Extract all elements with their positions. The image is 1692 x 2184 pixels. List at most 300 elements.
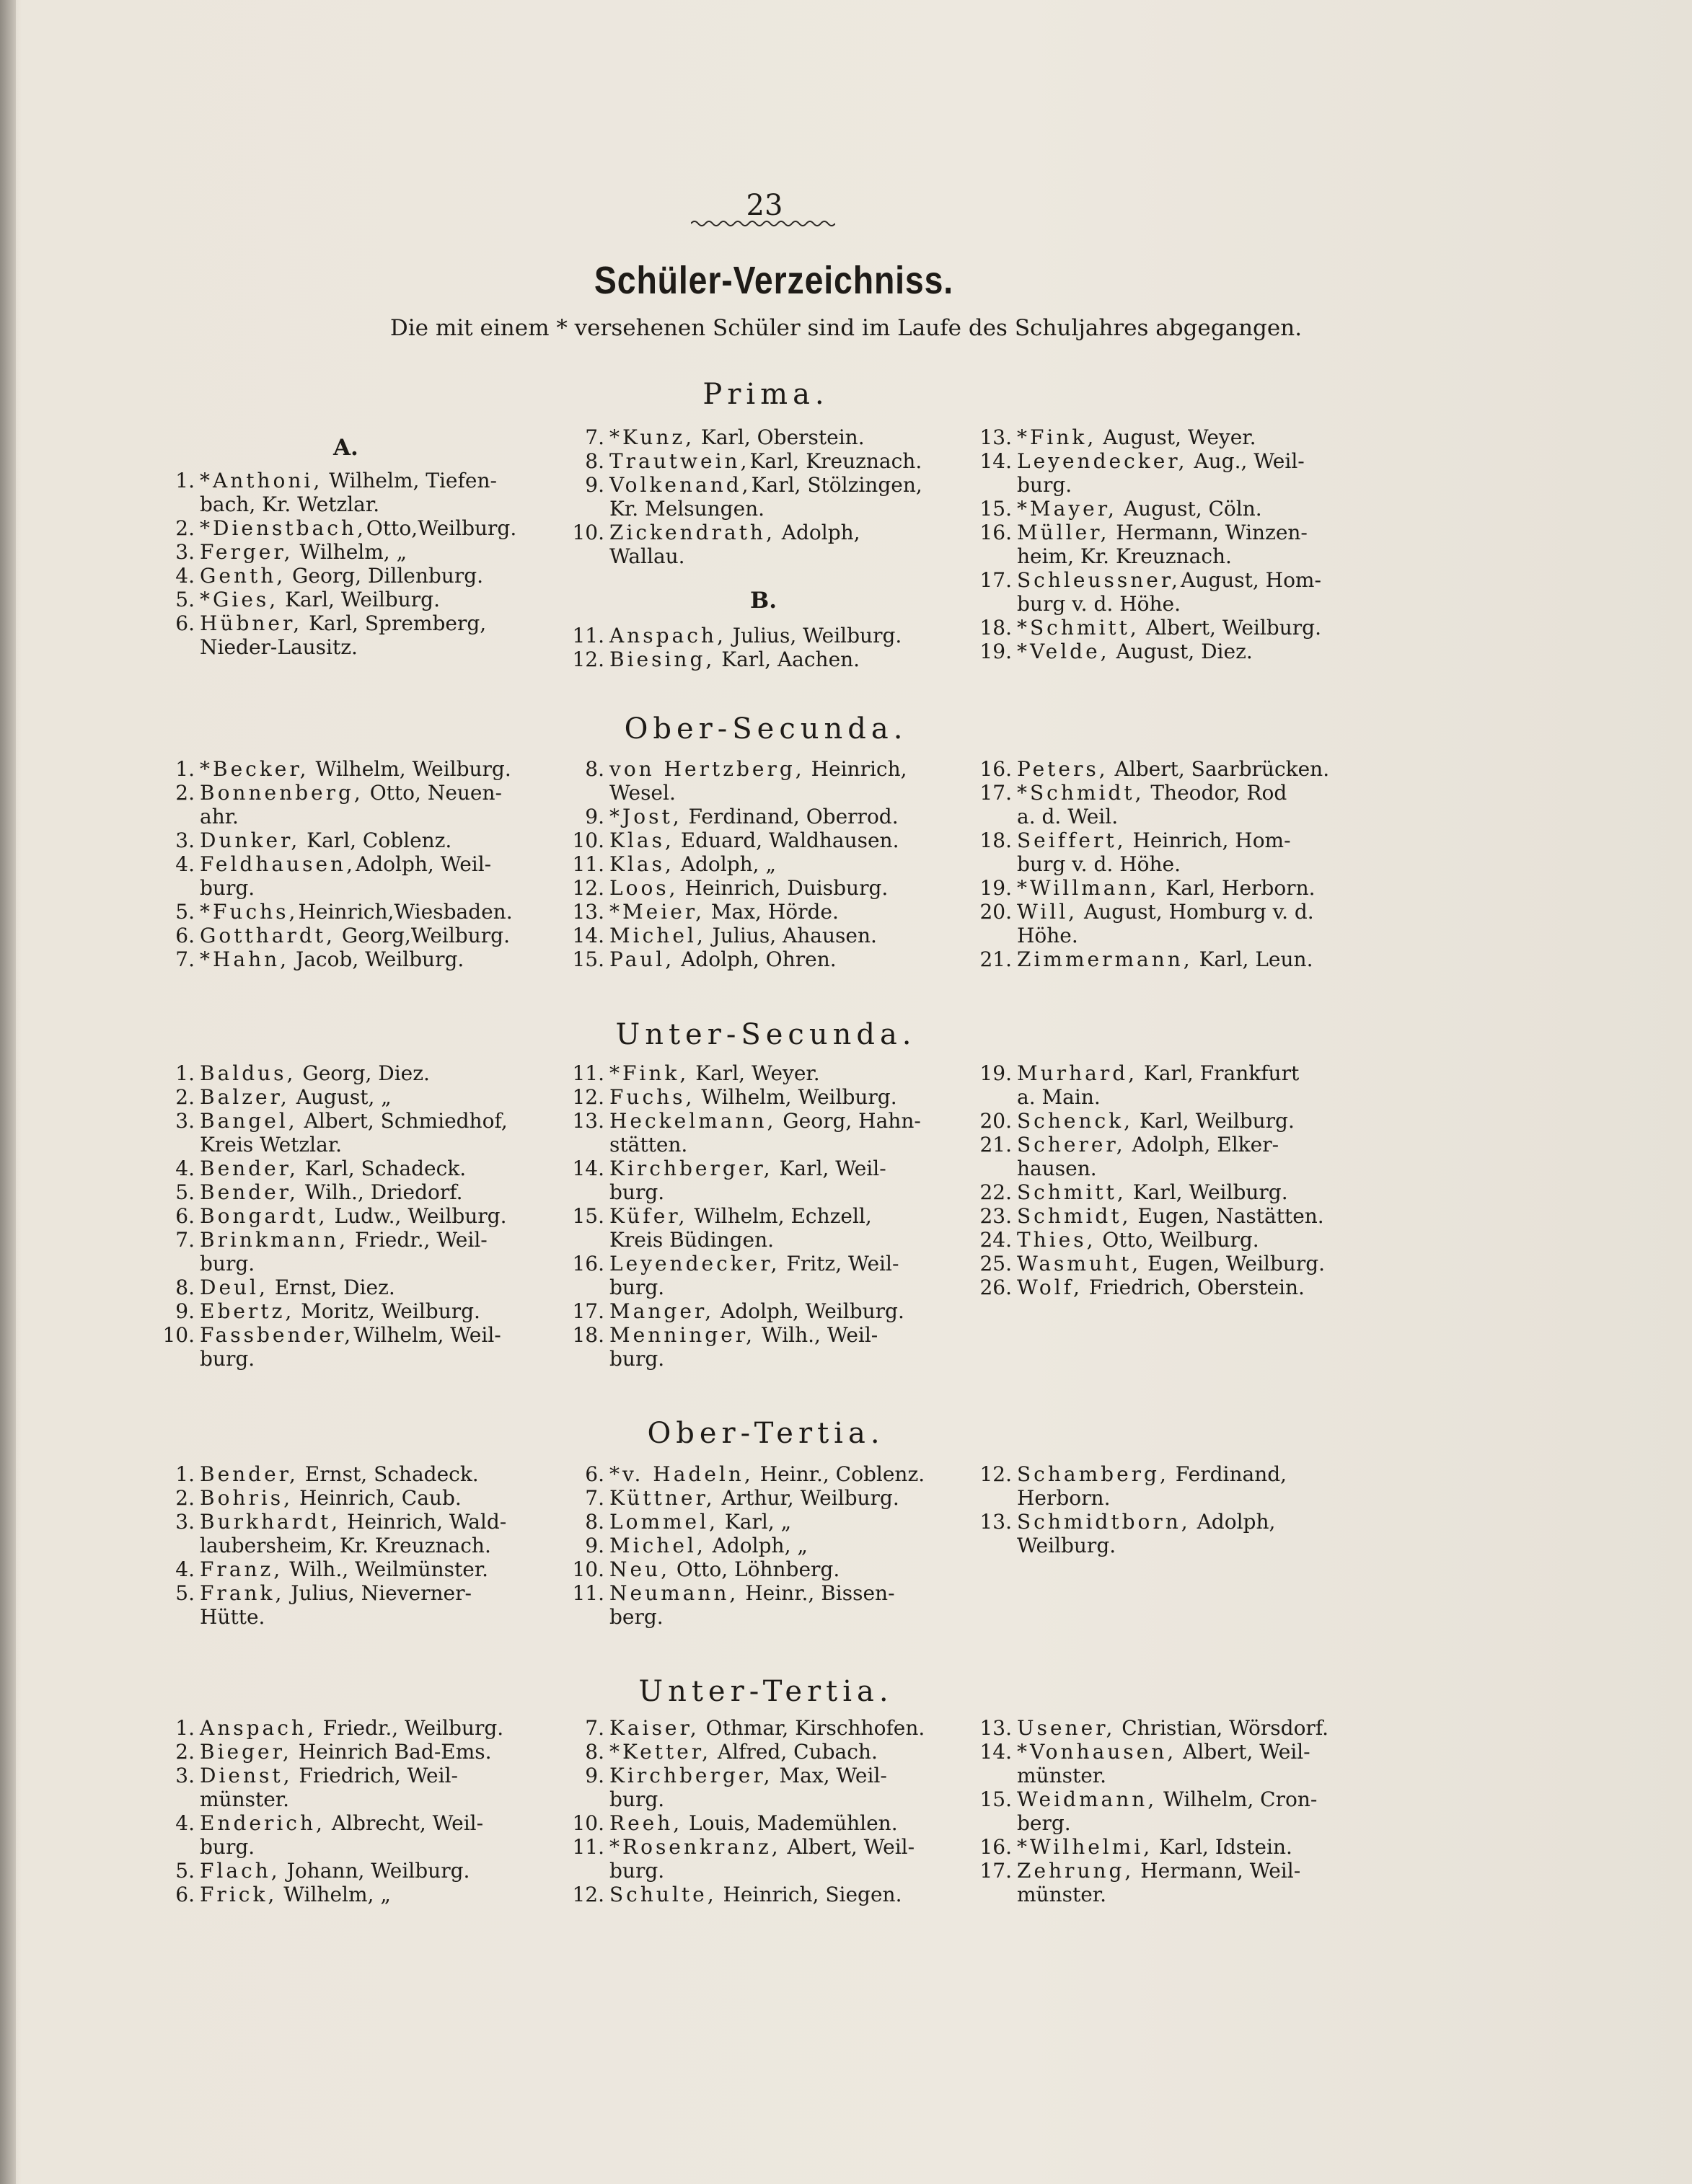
student-details: Heinrich, Siegen. <box>716 1883 902 1906</box>
student-entry <box>563 521 966 568</box>
student-entry <box>970 1462 1374 1510</box>
student-details: Hermann, Weil- <box>1134 1859 1301 1883</box>
ober-tertia-col-2 <box>563 1462 966 1629</box>
student-details: Adolph, „ <box>705 1534 808 1557</box>
student-details-continued: burg. <box>200 1347 255 1371</box>
student-details-continued: münster. <box>1017 1764 1107 1787</box>
student-surname: Kirchberger, <box>609 1764 773 1787</box>
student-number: 13. <box>979 1510 1012 1534</box>
student-surname: von Hertzberg, <box>609 757 805 781</box>
student-surname: *Gies, <box>200 588 279 611</box>
student-number: 19. <box>979 1061 1012 1085</box>
student-details-continued: hausen. <box>1017 1157 1097 1180</box>
student-details: Karl, Stölzingen, <box>751 473 922 497</box>
student-details-continued: burg. <box>200 1835 255 1859</box>
student-entry <box>153 1204 557 1228</box>
student-details: Karl, Frankfurt <box>1137 1061 1300 1085</box>
student-surname: Murhard, <box>1017 1061 1138 1085</box>
student-details: Karl, Coblenz. <box>300 828 452 852</box>
student-entry <box>970 1252 1374 1276</box>
student-entry <box>970 1716 1374 1740</box>
student-surname: Loos, <box>609 876 679 900</box>
student-details: Adolph, Elker- <box>1125 1133 1279 1157</box>
student-surname: Bieger, <box>200 1740 292 1764</box>
student-number: 7. <box>175 1228 195 1252</box>
student-details: Max, Weil- <box>772 1764 887 1787</box>
student-surname: Schmidtborn, <box>1017 1510 1191 1534</box>
student-entry <box>153 1061 557 1085</box>
student-entry <box>970 1787 1374 1835</box>
page-title: Schüler-Verzeichniss. <box>594 259 954 302</box>
student-entry <box>563 449 966 473</box>
student-number: 18. <box>979 828 1012 852</box>
student-entry <box>153 1276 557 1299</box>
student-entry <box>563 1764 966 1811</box>
student-details-continued: burg. <box>200 876 255 900</box>
student-details-continued: burg. <box>609 1276 665 1299</box>
student-number: 16. <box>572 1252 604 1276</box>
student-number: 14. <box>572 924 604 947</box>
student-number: 2. <box>175 781 195 805</box>
student-number: 1. <box>175 1716 195 1740</box>
student-details: Georg, Diez. <box>296 1061 430 1085</box>
student-details: Karl, Weyer. <box>689 1061 820 1085</box>
student-details-continued: Herborn. <box>1017 1486 1111 1510</box>
student-details: Karl, Aachen. <box>715 647 860 671</box>
student-details: Fritz, Weil- <box>780 1252 899 1276</box>
student-number: 16. <box>979 521 1012 544</box>
student-number: 7. <box>585 1486 604 1510</box>
student-details: Wilhelm, Weilburg. <box>309 757 511 781</box>
student-number: 1. <box>175 1061 195 1085</box>
student-surname: Fassbender, <box>200 1323 354 1347</box>
student-details: Ludw., Weilburg. <box>327 1204 507 1228</box>
student-details-continued: burg. <box>200 1252 255 1276</box>
student-number: 6. <box>175 1883 195 1906</box>
student-details-continued: a. d. Weil. <box>1017 805 1119 828</box>
student-number: 16. <box>979 1835 1012 1859</box>
student-number: 7. <box>175 947 195 971</box>
student-details: Wilh., Weilmünster. <box>283 1557 489 1581</box>
student-number: 21. <box>979 947 1012 971</box>
student-entry <box>563 1510 966 1534</box>
student-surname: Scherer, <box>1017 1133 1126 1157</box>
student-surname: Seiffert, <box>1017 828 1127 852</box>
student-details: Karl, Weilburg. <box>1133 1109 1295 1133</box>
student-surname: Schleussner, <box>1017 568 1181 592</box>
student-number: 12. <box>572 1883 604 1906</box>
student-details: Eugen, Nastätten. <box>1131 1204 1324 1228</box>
student-details: Friedrich, Weil- <box>292 1764 458 1787</box>
student-details: Karl, „ <box>718 1510 792 1534</box>
student-surname: Flach, <box>200 1859 281 1883</box>
student-details: August, Homburg v. d. <box>1078 900 1314 924</box>
student-surname: Enderich, <box>200 1811 325 1835</box>
student-entry <box>153 1228 557 1276</box>
student-surname: *Fink, <box>609 1061 689 1085</box>
student-details: Wilhelm, Tiefen- <box>322 469 497 492</box>
student-details-continued: Nieder-Lausitz. <box>200 635 358 659</box>
student-details: Otto, Neuen- <box>363 781 502 805</box>
student-entry <box>970 1835 1374 1859</box>
student-number: 9. <box>585 473 604 497</box>
student-surname: Gotthardt, <box>200 924 335 947</box>
student-details: Otto, Löhnberg. <box>670 1557 840 1581</box>
student-surname: Usener, <box>1017 1716 1116 1740</box>
student-details: August, Hom- <box>1181 568 1321 592</box>
student-surname: *Vonhausen, <box>1017 1740 1177 1764</box>
student-surname: Schmitt, <box>1017 1180 1127 1204</box>
student-details-continued: burg. <box>1017 473 1072 497</box>
student-entry <box>153 564 557 588</box>
student-entry <box>563 900 966 924</box>
student-details: Heinrich, Duisburg. <box>678 876 889 900</box>
student-entry <box>970 1859 1374 1906</box>
student-surname: Bangel, <box>200 1109 298 1133</box>
student-entry <box>563 1323 966 1371</box>
student-entry <box>970 1276 1374 1299</box>
student-number: 5. <box>175 1859 195 1883</box>
unter-tertia-col-1 <box>153 1716 557 1906</box>
student-details: Julius, Ahausen. <box>705 924 877 947</box>
unter-secunda-col-2 <box>563 1061 966 1371</box>
student-entry <box>970 425 1374 449</box>
student-number: 3. <box>175 1764 195 1787</box>
student-entry <box>970 449 1374 497</box>
student-entry <box>563 425 966 449</box>
student-details: Wilhelm, „ <box>293 540 407 564</box>
student-number: 15. <box>572 947 604 971</box>
ober-tertia-col-3 <box>970 1462 1374 1557</box>
student-surname: *Rosenkranz, <box>609 1835 781 1859</box>
student-number: 26. <box>979 1276 1012 1299</box>
student-entry <box>970 828 1374 876</box>
student-number: 7. <box>585 425 604 449</box>
student-details: Adolph, <box>775 521 860 544</box>
student-number: 3. <box>175 540 195 564</box>
student-entry <box>153 469 557 516</box>
student-surname: Reeh, <box>609 1811 683 1835</box>
section-heading-unter-tertia: Unter-Tertia. <box>638 1675 894 1708</box>
student-entry <box>563 1716 966 1740</box>
student-surname: *Velde, <box>1017 640 1110 663</box>
student-number: 6. <box>175 611 195 635</box>
student-details-continued: burg v. d. Höhe. <box>1017 852 1181 876</box>
student-surname: Peters, <box>1017 757 1109 781</box>
student-entry <box>153 1764 557 1811</box>
student-entry <box>153 900 557 924</box>
student-surname: *Schmitt, <box>1017 616 1140 640</box>
student-entry <box>563 876 966 900</box>
student-details: Alfred, Cubach. <box>711 1740 878 1764</box>
student-number: 9. <box>175 1299 195 1323</box>
student-surname: Burkhardt, <box>200 1510 341 1534</box>
student-entry <box>153 1299 557 1323</box>
student-details: Heinrich, Hom- <box>1126 828 1291 852</box>
student-surname: *Fink, <box>1017 425 1097 449</box>
student-number: 10. <box>572 828 604 852</box>
student-surname: Ebertz, <box>200 1299 295 1323</box>
student-details: Ferdinand, Oberrod. <box>682 805 899 828</box>
student-surname: Dienst, <box>200 1764 293 1787</box>
student-details: Adolph, Ohren. <box>674 947 837 971</box>
student-number: 15. <box>572 1204 604 1228</box>
student-entry <box>970 947 1374 971</box>
student-number: 5. <box>175 900 195 924</box>
student-number: 12. <box>572 876 604 900</box>
student-number: 14. <box>979 1740 1012 1764</box>
student-details-continued: Kreis Wetzlar. <box>200 1133 343 1157</box>
student-details: Albrecht, Weil- <box>325 1811 484 1835</box>
student-surname: *Schmidt, <box>1017 781 1145 805</box>
student-details-continued: laubersheim, Kr. Kreuznach. <box>200 1534 491 1557</box>
student-number: 5. <box>175 1180 195 1204</box>
student-details: Jacob, Weilburg. <box>289 947 464 971</box>
student-details: Ernst, Schadeck. <box>298 1462 479 1486</box>
student-details: Wilh., Driedorf. <box>298 1180 463 1204</box>
student-number: 25. <box>979 1252 1012 1276</box>
student-surname: Bender, <box>200 1180 299 1204</box>
student-entry <box>153 1109 557 1157</box>
student-number: 2. <box>175 1085 195 1109</box>
student-number: 5. <box>175 1581 195 1605</box>
student-details: Ernst, Diez. <box>268 1276 395 1299</box>
sub-heading-a: A. <box>333 435 358 461</box>
student-details: Karl, Herborn. <box>1159 876 1316 900</box>
student-surname: Wolf, <box>1017 1276 1083 1299</box>
student-details: Wilhelm, „ <box>277 1883 391 1906</box>
student-surname: *Ketter, <box>609 1740 712 1764</box>
student-entry <box>970 1180 1374 1204</box>
student-surname: Frick, <box>200 1883 278 1906</box>
student-entry <box>563 924 966 947</box>
student-surname: *Hahn, <box>200 947 290 971</box>
student-entry <box>970 900 1374 947</box>
student-details: August, „ <box>289 1085 392 1109</box>
student-details-continued: Kr. Melsungen. <box>609 497 765 521</box>
student-details-continued: burg. <box>609 1180 665 1204</box>
student-number: 8. <box>585 757 604 781</box>
student-surname: Schmidt, <box>1017 1204 1132 1228</box>
student-entry <box>153 757 557 781</box>
student-entry <box>153 611 557 659</box>
student-surname: Heckelmann, <box>609 1109 777 1133</box>
student-number: 16. <box>979 757 1012 781</box>
section-heading-unter-secunda: Unter-Secunda. <box>615 1018 917 1051</box>
student-number: 12. <box>572 647 604 671</box>
student-surname: Deul, <box>200 1276 268 1299</box>
student-entry <box>970 876 1374 900</box>
student-surname: Will, <box>1017 900 1078 924</box>
student-surname: Brinkmann, <box>200 1228 349 1252</box>
student-surname: *Becker, <box>200 757 309 781</box>
student-details: Karl, Weilburg. <box>1126 1180 1288 1204</box>
student-number: 4. <box>175 852 195 876</box>
prima-col-1 <box>153 469 557 659</box>
student-entry <box>153 1581 557 1629</box>
student-details: Heinr., Bissen- <box>739 1581 895 1605</box>
student-surname: Kaiser, <box>609 1716 700 1740</box>
student-details: Heinrich, <box>804 757 907 781</box>
unter-tertia-col-3 <box>970 1716 1374 1906</box>
student-details-continued: Kreis Büdingen. <box>609 1228 775 1252</box>
student-number: 20. <box>979 900 1012 924</box>
student-number: 8. <box>585 1510 604 1534</box>
ober-secunda-col-2 <box>563 757 966 971</box>
student-surname: Thies, <box>1017 1228 1096 1252</box>
student-number: 1. <box>175 757 195 781</box>
student-details-continued: münster. <box>200 1787 290 1811</box>
student-details-continued: burg. <box>609 1787 665 1811</box>
wavy-rule-ornament <box>691 216 835 231</box>
student-details: Friedr., Weil- <box>348 1228 488 1252</box>
student-entry <box>563 1109 966 1157</box>
student-surname: *Kunz, <box>609 425 695 449</box>
student-number: 1. <box>175 1462 195 1486</box>
student-number: 5. <box>175 588 195 611</box>
student-entry <box>153 1859 557 1883</box>
student-details-continued: Wesel. <box>609 781 676 805</box>
section-heading-ober-secunda: Ober-Secunda. <box>624 712 908 746</box>
student-number: 10. <box>572 1557 604 1581</box>
student-details: August, Cöln. <box>1116 497 1262 521</box>
student-details: Heinrich, Caub. <box>293 1486 462 1510</box>
student-entry <box>563 1157 966 1204</box>
student-entry <box>970 1133 1374 1180</box>
student-surname: Manger, <box>609 1299 715 1323</box>
student-details: Karl, Oberstein. <box>695 425 865 449</box>
student-details-continued: münster. <box>1017 1883 1107 1906</box>
student-details: Wilhelm, Weilburg. <box>695 1085 897 1109</box>
student-details: Karl, Leun. <box>1192 947 1313 971</box>
student-details: Ferdinand, <box>1168 1462 1287 1486</box>
student-entry <box>970 1740 1374 1787</box>
student-details: August, Diez. <box>1109 640 1253 663</box>
student-details: Johann, Weilburg. <box>280 1859 470 1883</box>
student-entry <box>563 1581 966 1629</box>
student-details: Georg, Hahn- <box>776 1109 921 1133</box>
student-details-continued: heim, Kr. Kreuznach. <box>1017 544 1232 568</box>
student-number: 4. <box>175 1811 195 1835</box>
student-entry <box>153 1811 557 1859</box>
student-surname: Baldus, <box>200 1061 296 1085</box>
student-details: Wilh., Weil- <box>755 1323 878 1347</box>
student-details: Albert, Weilburg. <box>1139 616 1321 640</box>
student-details: Heinrich Bad-Ems. <box>291 1740 492 1764</box>
student-surname: *Mayer, <box>1017 497 1117 521</box>
student-number: 15. <box>979 497 1012 521</box>
student-details: Albert, Schmiedhof, <box>297 1109 508 1133</box>
student-surname: *Dienstbach, <box>200 516 366 540</box>
student-details: Christian, Wörsdorf. <box>1115 1716 1329 1740</box>
student-number: 9. <box>585 805 604 828</box>
student-entry <box>563 473 966 521</box>
student-surname: Feldhausen, <box>200 852 356 876</box>
student-number: 3. <box>175 1109 195 1133</box>
student-details: Otto, Weilburg. <box>1096 1228 1259 1252</box>
student-entry <box>563 1835 966 1883</box>
student-entry <box>153 516 557 540</box>
student-surname: Bohris, <box>200 1486 294 1510</box>
student-details: Wilhelm, Weil- <box>353 1323 501 1347</box>
student-entry <box>153 852 557 900</box>
student-entry <box>153 1085 557 1109</box>
student-entry <box>563 805 966 828</box>
student-details-continued: ahr. <box>200 805 239 828</box>
student-surname: Frank, <box>200 1581 285 1605</box>
student-entry <box>153 1486 557 1510</box>
student-number: 20. <box>979 1109 1012 1133</box>
student-number: 7. <box>585 1716 604 1740</box>
student-surname: Neumann, <box>609 1581 739 1605</box>
student-number: 13. <box>572 1109 604 1133</box>
student-details: Albert, Weil- <box>1176 1740 1310 1764</box>
student-details-continued: Hütte. <box>200 1605 265 1629</box>
student-number: 8. <box>585 1740 604 1764</box>
student-surname: Paul, <box>609 947 675 971</box>
ober-tertia-col-1 <box>153 1462 557 1629</box>
student-surname: Ferger, <box>200 540 294 564</box>
student-number: 14. <box>572 1157 604 1180</box>
student-number: 17. <box>572 1299 604 1323</box>
student-entry <box>563 1252 966 1299</box>
student-number: 10. <box>162 1323 195 1347</box>
student-surname: Bender, <box>200 1462 299 1486</box>
student-entry <box>563 1061 966 1085</box>
student-surname: Klas, <box>609 852 674 876</box>
student-number: 18. <box>572 1323 604 1347</box>
student-entry <box>563 647 966 671</box>
student-number: 4. <box>175 1157 195 1180</box>
student-number: 6. <box>175 924 195 947</box>
student-details-continued: berg. <box>1017 1811 1071 1835</box>
student-number: 14. <box>979 449 1012 473</box>
student-details-continued: burg. <box>609 1347 665 1371</box>
student-entry <box>153 924 557 947</box>
student-entry <box>970 1061 1374 1109</box>
student-details: Aug., Weil- <box>1187 449 1305 473</box>
student-surname: Menninger, <box>609 1323 755 1347</box>
student-entry <box>563 947 966 971</box>
student-number: 3. <box>175 1510 195 1534</box>
student-details: Heinr., Coblenz. <box>753 1462 925 1486</box>
student-surname: Weidmann, <box>1017 1787 1158 1811</box>
student-number: 4. <box>175 1557 195 1581</box>
student-entry <box>153 1510 557 1557</box>
student-number: 2. <box>175 1486 195 1510</box>
student-details: Hermann, Winzen- <box>1109 521 1308 544</box>
student-surname: Zickendrath, <box>609 521 775 544</box>
student-entry <box>563 1486 966 1510</box>
student-number: 12. <box>572 1085 604 1109</box>
abgang-note: Die mit einem * versehenen Schüler sind im Laufe des Schuljahres abgegangen. <box>389 315 1303 341</box>
unter-secunda-col-3 <box>970 1061 1374 1299</box>
student-number: 17. <box>979 781 1012 805</box>
student-number: 12. <box>979 1462 1012 1486</box>
student-entry <box>153 588 557 611</box>
student-details: Moritz, Weilburg. <box>294 1299 480 1323</box>
student-details: Julius, Nieverner- <box>284 1581 472 1605</box>
student-number: 17. <box>979 1859 1012 1883</box>
student-entry <box>563 852 966 876</box>
student-details: Adolph, Weilburg. <box>714 1299 904 1323</box>
student-entry <box>153 1180 557 1204</box>
student-surname: Leyendecker, <box>609 1252 780 1276</box>
student-surname: Zimmermann, <box>1017 947 1193 971</box>
unter-secunda-col-1 <box>153 1061 557 1371</box>
student-details: Othmar, Kirschhofen. <box>699 1716 925 1740</box>
student-details: Karl, Spremberg, <box>302 611 487 635</box>
